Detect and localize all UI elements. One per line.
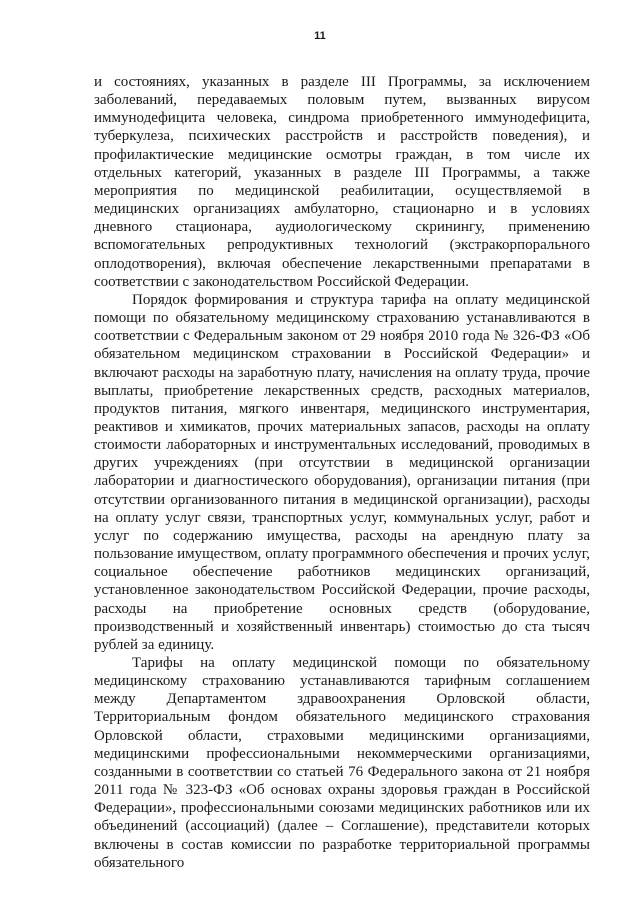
paragraph-continuation: и состояниях, указанных в разделе III Программы, за исключением заболеваний, передаваемых половым путем, вызванных вирусом иммунодефицита человека, синдрома приобретенного иммунодефицита, туберкулеза, психических расстройств и расстройств поведения), и профилактические медицинские осмотры граждан, в том числе их отдельных категорий, указанных в разделе III Программы, а также мероприятия по медицинской реабилитации, осуществляемой в медицинских организациях амбулаторно, стационарно и в условиях дневного стационара, аудиологическому скринингу, применению вспомогательных репродуктивных технологий (экстракорпорального оплодотворения), включая обеспечение лекарственными препаратами в соответствии с законодательством Российской Федерации.: [94, 74, 590, 290]
paragraph-tariff-agreement: Тарифы на оплату медицинской помощи по обязательному медицинскому страхованию устанавливаются тарифным соглашением между Департаментом здравоохранения Орловской области, Территориальным фондом обязательного медицинского страхования Орловской области, страховыми медицинскими организациями, медицинскими профессиональными некоммерческими организациями, созданными в соответствии со статьей 76 Федерального закона от 21 ноября 2011 года № 323-ФЗ «Об основах охраны здоровья граждан в Российской Федерации», профессиональными союзами медицинских работников или их объединений (ассоциаций) (далее – Соглашение), представители которых включены в состав комиссии по разработке территориальной программы обязательного: [94, 655, 590, 871]
document-body: [94, 73, 590, 872]
paragraph-tariff-structure: Порядок формирования и структура тарифа на оплату медицинской помощи по обязательному медицинскому страхованию устанавливаются в соответствии с Федеральным законом от 29 ноября 2010 года № 326-ФЗ «Об обязательном медицинском страховании в Российской Федерации» и включают расходы на заработную плату, начисления на оплату труда, прочие выплаты, приобретение лекарственных средств, расходных материалов, продуктов питания, мягкого инвентаря, медицинского инструментария, реактивов и химикатов, прочих материальных запасов, расходы на оплату стоимости лабораторных и инструментальных исследований, проводимых в других учреждениях (при отсутствии в медицинской организации лаборатории и диагностического оборудования), организации питания (при отсутствии организованного питания в медицинской организации), расходы на оплату услуг связи, транспортных услуг, коммунальных услуг, работ и услуг по содержанию имущества, расходы на арендную плату за пользование имуществом, оплату программного обеспечения и прочих услуг, социальное обеспечение работников медицинских организаций, установленное законодательством Российской Федерации, прочие расходы, расходы на приобретение основных средств (оборудование, производственный и хозяйственный инвентарь) стоимостью до ста тысяч рублей за единицу.: [94, 291, 590, 653]
page-number: 11: [314, 30, 326, 42]
